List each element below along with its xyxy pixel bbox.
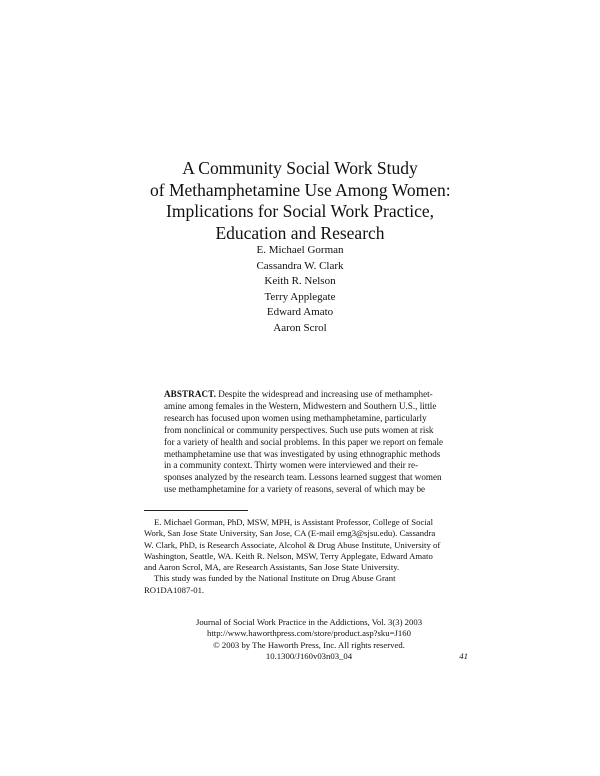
author-name: Cassandra W. Clark <box>256 259 344 272</box>
abstract-heading: ABSTRACT. <box>164 389 217 399</box>
footnote-divider <box>144 510 248 511</box>
copyright-notice: © 2003 by The Haworth Press, Inc. All rights reserved. <box>213 639 405 650</box>
abstract-line: methamphetamine use that was investigated by using ethnographic methods <box>164 448 441 459</box>
doi: 10.1300/J160v03n03_04 <box>265 650 353 661</box>
abstract-line: in a community context. Thirty women were interviewed and their re- <box>164 460 419 471</box>
abstract-line <box>164 389 490 401</box>
footnote-line: Washington, Seattle, WA. Keith R. Nelson, MSW, Terry Applegate, Edward Amato <box>144 550 433 561</box>
article-title <box>150 158 450 244</box>
footnote-line: This study was funded by the National Institute on Drug Abuse Grant <box>154 573 396 584</box>
journal-citation <box>144 617 474 662</box>
title-line: of Methamphetamine Use Among Women: <box>150 179 451 200</box>
abstract-line: use methamphetamine for a variety of reasons, several of which may be <box>164 484 426 495</box>
abstract-line: amine among females in the Western, Midwestern and Southern U.S., little <box>164 400 437 411</box>
footnote-line: W. Clark, PhD, is Research Associate, Alcohol & Drug Abuse Institute, University of <box>144 539 441 550</box>
author-name: E. Michael Gorman <box>256 244 344 256</box>
author-name: Keith R. Nelson <box>264 275 336 287</box>
author-footnote <box>144 517 474 596</box>
author-name: Edward Amato <box>266 306 334 318</box>
abstract-text: Despite the widespread and increasing use of methamphet- <box>216 389 433 399</box>
abstract-line: for a variety of health and social problems. In this paper we report on female <box>164 436 444 447</box>
abstract-line: sponses analyzed by the research team. Lessons learned suggest that women <box>164 472 442 483</box>
title-line: A Community Social Work Study <box>182 158 418 178</box>
journal-url: http://www.haworthpress.com/store/product.asp?sku=J160 <box>207 628 411 639</box>
footnote-line: E. Michael Gorman, PhD, MSW, MPH, is Assistant Professor, College of Social <box>154 517 434 527</box>
title-line: Education and Research <box>215 222 385 243</box>
footnote-line: and Aaron Scrol, MA, are Research Assistants, San Jose State University. <box>144 562 400 573</box>
author-name: Aaron Scrol <box>273 321 327 334</box>
footnote-line: Work, San Jose State University, San Jose, CA (E-mail emg3@sjsu.edu). Cassandra <box>144 528 436 539</box>
abstract-line: from nonclinical or community perspectives. Such use puts women at risk <box>164 424 434 435</box>
author-list <box>150 243 450 336</box>
page-number: 41 <box>459 651 468 661</box>
journal-name: Journal of Social Work Practice in the Addictions, Vol. 3(3) 2003 <box>195 617 423 627</box>
author-name: Terry Applegate <box>264 290 336 303</box>
abstract-line: research has focused upon women using methamphetamine, particularly <box>164 412 427 423</box>
abstract <box>164 389 490 496</box>
title-line: Implications for Social Work Practice, <box>166 201 434 221</box>
footnote-line: RO1DA1087-01. <box>144 584 205 595</box>
